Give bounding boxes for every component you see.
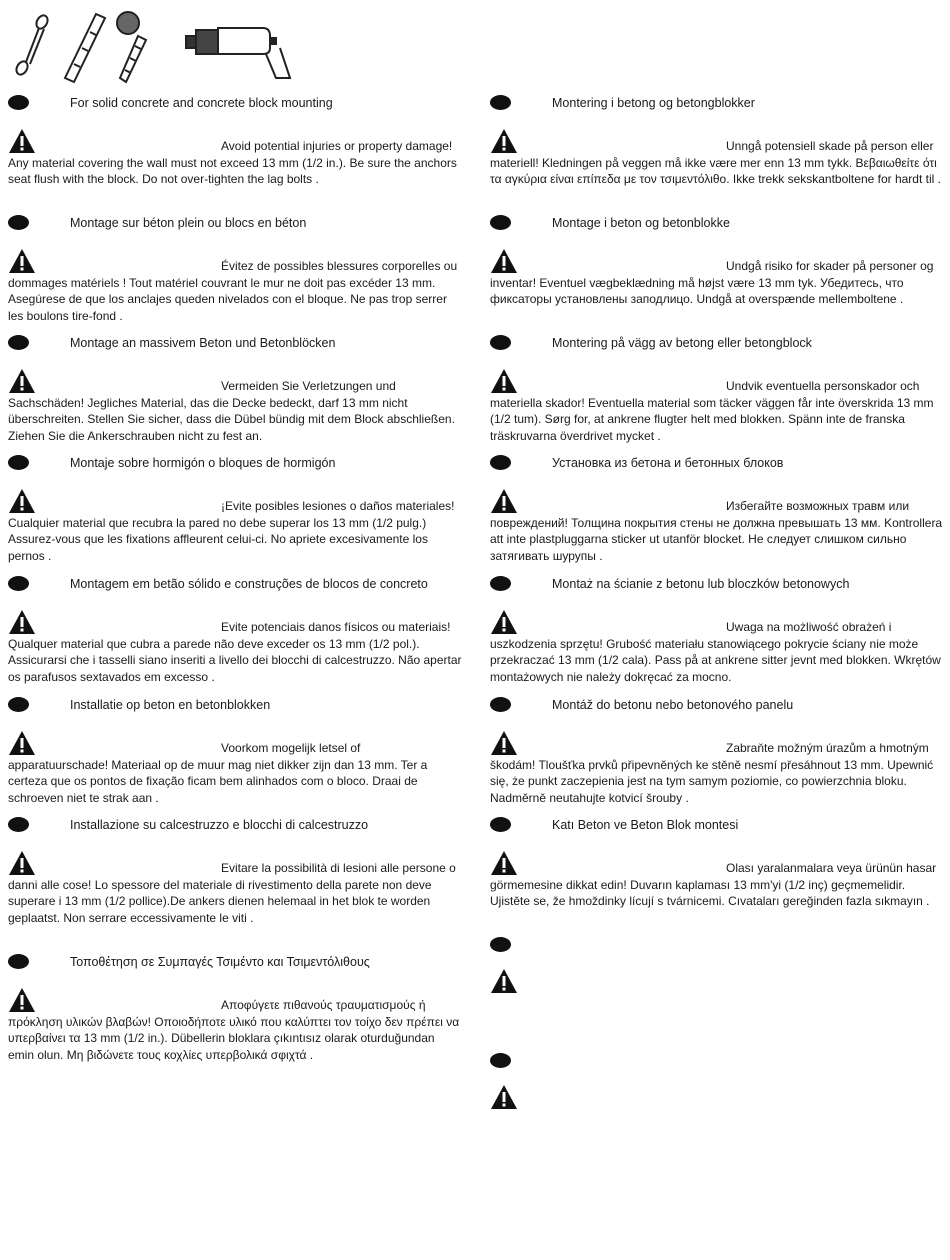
warning-icon (490, 1084, 518, 1110)
section-heading: Katı Beton ve Beton Blok montesi (552, 818, 739, 832)
warning-icon (8, 368, 36, 394)
section-heading: Montagem em betão sólido e construções de blocos de concreto (70, 577, 428, 591)
section-empty-2 (490, 1050, 945, 1110)
warning-text: Undgå risiko for skader på personer og inventar! Eventuel vægbeklædning må højst være 13 mm tyk. Убедитесь, что фиксаторы установлены заподлицо. Undgå at overspænde mellemboltene . (490, 259, 934, 306)
oval-bullet-icon (490, 697, 511, 712)
section-es (8, 452, 463, 573)
section-heading: For solid concrete and concrete block mounting (70, 96, 333, 110)
warning-text: Évitez de possibles blessures corporelles ou dommages matériels ! Tout matériel couvrant le mur ne doit pas excéder 13 mm. Asegúrese de que los anclajes queden nivelados con el bloque. Ne pas trop serrer les boulons tire-fond . (8, 259, 458, 323)
oval-bullet-icon (490, 455, 511, 470)
drill-bit-icon (117, 12, 146, 82)
section-heading: Montering i betong og betongblokker (552, 96, 755, 110)
left-column (8, 92, 463, 1071)
section-da (490, 212, 945, 332)
section-de (8, 332, 463, 452)
oval-bullet-icon (490, 95, 511, 110)
section-nl (8, 694, 463, 814)
warning-icon (490, 368, 518, 394)
oval-bullet-icon (8, 95, 29, 110)
warning-icon (490, 968, 518, 994)
warning-text: Evite potenciais danos físicos ou materiais! Qualquer material que cubra a parede não deve exceder os 13 mm (1/2 pol.). Assicurarsi che i tasselli siano inseriti a livello dei blocchi di calcestruzzo. Não apertar os parafusos sextavados em excesso . (8, 620, 462, 684)
warning-icon (490, 488, 518, 514)
oval-bullet-icon (490, 817, 511, 832)
oval-bullet-icon (8, 817, 29, 832)
level-icon (65, 14, 105, 82)
warning-text: Evitare la possibilità di lesioni alle persone o danni alle cose! Lo spessore del materiale di rivestimento della parete non deve superare i 13 mm (1/2 pollice).De ankers dienen helemaal in het blok te worden geplaatst. Non serrare eccessivamente le viti . (8, 861, 456, 925)
warning-icon (490, 248, 518, 274)
section-fr (8, 212, 463, 332)
warning-text: Αποφύγετε πιθανούς τραυματισμούς ή πρόκληση υλικών βλαβών! Οποιοδήποτε υλικό που καλύπτει τον τοίχο δεν πρέπει να υπερβαίνει τα 13 mm (1/2 in.). Dübellerin bloklara çıkıntısız olarak oturduğundan emin olun. Μη βιδώνετε τους κοχλίες υπερβολικά σφιχτά . (8, 998, 460, 1062)
warning-icon (8, 850, 36, 876)
oval-bullet-icon (8, 954, 29, 969)
warning-text: Unngå potensiell skade på person eller materiell! Kledningen på veggen må ikke være mer enn 13 mm tykk. Βεβαιωθείτε ότι τα αγκύρια είναι επίπεδα με τον τσιμεντόλιθο. Ikke trekk sekskantboltene for hardt til . (490, 139, 941, 186)
section-heading: Montaje sobre hormigón o bloques de hormigón (70, 456, 336, 470)
section-heading: Montage an massivem Beton und Betonblöcken (70, 336, 336, 350)
oval-bullet-icon (8, 455, 29, 470)
warning-icon (8, 128, 36, 154)
drill-icon (186, 28, 290, 78)
section-pt (8, 573, 463, 694)
oval-bullet-icon (490, 937, 511, 952)
warning-icon (490, 850, 518, 876)
warning-text: Undvik eventuella personskador och materiella skador! Eventuella material som täcker väggen får inte överskrida 13 mm (1/2 tum). Sørg for, at ankrene flugter helt med blokken. Spänn inte de franska träskruvarna överdrivet mycket . (490, 379, 934, 443)
oval-bullet-icon (490, 1053, 511, 1068)
warning-icon (8, 987, 36, 1013)
oval-bullet-icon (8, 697, 29, 712)
section-heading: Montáž do betonu nebo betonového panelu (552, 698, 794, 712)
oval-bullet-icon (8, 576, 29, 591)
warning-text: Vermeiden Sie Verletzungen und Sachschäden! Jegliches Material, das die Decke bedeckt, darf 13 mm nicht überschreiten. Stellen Sie sicher, dass die Dübel bündig mit dem Block abschließen. Ziehen Sie die Ankerschrauben nicht zu fest an. (8, 379, 455, 443)
section-heading: Установка из бетона и бетонных блоков (552, 456, 784, 470)
section-en (8, 92, 463, 212)
section-empty-1 (490, 934, 945, 1050)
warning-icon (490, 609, 518, 635)
oval-bullet-icon (490, 215, 511, 230)
warning-text: Olası yaralanmalara veya ürünün hasar görmemesine dikkat edin! Duvarın kaplaması 13 mm'yi (1/2 inç) geçmemelidir. Ujistěte se, že hmoždinky lícují s tvárnicemi. Cıvataları gereğinden fazla sıkmayın . (490, 861, 937, 908)
warning-text: Avoid potential injuries or property damage! Any material covering the wall must not exceed 13 mm (1/2 in.). Be sure the anchors seat flush with the block. Do not over-tighten the lag bolts . (8, 139, 457, 186)
section-sv (490, 332, 945, 452)
section-it (8, 814, 463, 951)
warning-icon (490, 730, 518, 756)
section-cs (490, 694, 945, 814)
wrench-icon (14, 13, 50, 76)
section-el (8, 951, 463, 1071)
section-pl (490, 573, 945, 694)
section-heading: Installatie op beton en betonblokken (70, 698, 271, 712)
right-column (490, 92, 945, 1110)
oval-bullet-icon (490, 576, 511, 591)
section-no (490, 92, 945, 212)
section-heading: Montering på vägg av betong eller betongblock (552, 336, 812, 350)
section-heading: Montage i beton og betonblokke (552, 216, 730, 230)
warning-icon (8, 609, 36, 635)
warning-text: Zabraňte možným úrazům a hmotným škodám! Tloušťka prvků připevněných ke stěně nesmí přesáhnout 13 mm. Upewnić się, że punkt zaczepienia jest na tym samym poziomie, co powierzchnia bloku. Nadměrně neutahujte kotvicí šrouby . (490, 741, 934, 805)
oval-bullet-icon (490, 335, 511, 350)
warning-icon (490, 128, 518, 154)
oval-bullet-icon (8, 335, 29, 350)
warning-icon (8, 248, 36, 274)
oval-bullet-icon (8, 215, 29, 230)
warning-icon (8, 730, 36, 756)
section-tr (490, 814, 945, 934)
section-heading: Montaż na ścianie z betonu lub bloczków betonowych (552, 577, 850, 591)
section-heading: Montage sur béton plein ou blocs en béton (70, 216, 307, 230)
section-ru (490, 452, 945, 573)
warning-text: Voorkom mogelijk letsel of apparatuurschade! Materiaal op de muur mag niet dikker zijn dan 13 mm. Ter a certeza que os pontos de fixação ficam bem alinhados com o bloco. Draai de schroeven niet te strak aan . (8, 741, 428, 805)
warning-icon (8, 488, 36, 514)
warning-text: Избегайте возможных травм или повреждений! Толщина покрытия стены не должна превышать 13 мм. Kontrollera att inte plastpluggarna sticker ut utanför blocket. Не следует слишком сильно затягивать шурупы . (490, 499, 943, 563)
section-heading: Τοποθέτηση σε Συμπαγές Τσιμέντο και Τσιμεντόλιθους (70, 955, 370, 969)
section-heading: Installazione su calcestruzzo e blocchi di calcestruzzo (70, 818, 369, 832)
tools-illustration (8, 8, 298, 86)
warning-text: ¡Evite posibles lesiones o daños materiales! Cualquier material que recubra la pared no debe superar los 13 mm (1/2 pulg.) Assurez-vous que les fixations affleurent celui-ci. No apriete excesivamente los pernos . (8, 499, 455, 563)
warning-text: Uwaga na możliwość obrażeń i uszkodzenia sprzętu! Grubość materiału stanowiącego pokrycie ściany nie może przekraczać 13 mm (1/2 cala). Pass på at ankrene sitter jevnt med blokken. Wkrętów montażowych nie należy dokręcać za mocno. (490, 620, 941, 684)
